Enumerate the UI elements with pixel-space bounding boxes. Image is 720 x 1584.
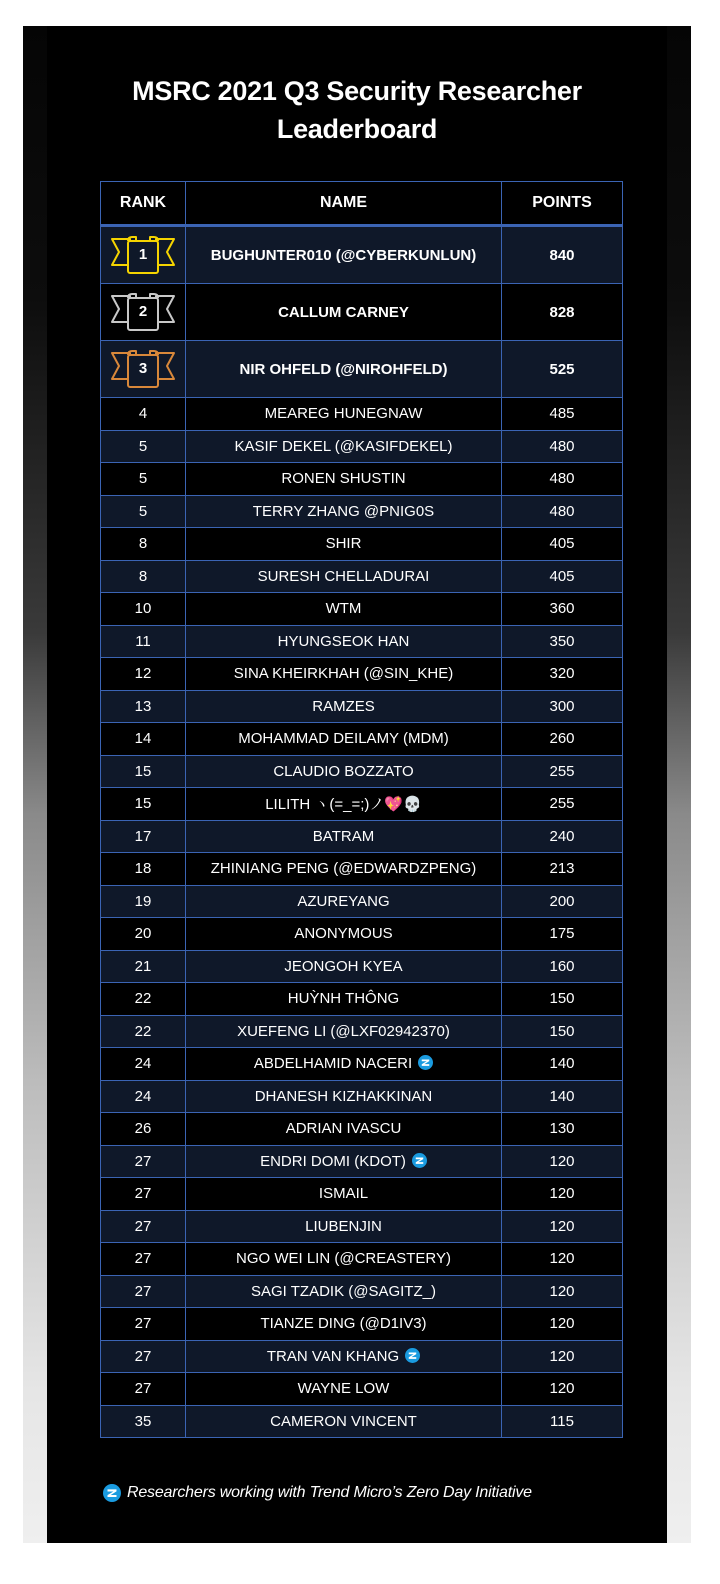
rank-cell: 27 bbox=[101, 1275, 186, 1308]
rank-number: 1 bbox=[138, 246, 148, 263]
researcher-name: ZHINIANG PENG (@EDWARDZPENG) bbox=[210, 860, 477, 878]
researcher-name: KASIF DEKEL (@KASIFDEKEL) bbox=[234, 437, 453, 455]
silver-ribbon-icon bbox=[108, 292, 178, 332]
name-cell bbox=[186, 950, 502, 983]
researcher-name: ANONYMOUS bbox=[294, 925, 393, 943]
researcher-name: HUỲNH THÔNG bbox=[287, 990, 400, 1008]
points-cell: 828 bbox=[502, 284, 623, 341]
bronze-ribbon-icon bbox=[108, 349, 178, 389]
rank-cell: 27 bbox=[101, 1243, 186, 1276]
name-cell bbox=[186, 1308, 502, 1341]
name-cell bbox=[186, 658, 502, 691]
table-row bbox=[101, 398, 623, 431]
name-cell bbox=[186, 1210, 502, 1243]
header-name: NAME bbox=[186, 182, 502, 226]
table-row bbox=[101, 593, 623, 626]
points-cell: 160 bbox=[502, 950, 623, 983]
table-row-podium bbox=[101, 341, 623, 398]
table-row bbox=[101, 528, 623, 561]
points-cell: 525 bbox=[502, 341, 623, 398]
points-cell: 140 bbox=[502, 1080, 623, 1113]
name-cell bbox=[186, 1340, 502, 1373]
researcher-name: HYUNGSEOK HAN bbox=[277, 632, 410, 650]
points-cell: 485 bbox=[502, 398, 623, 431]
table-header-row bbox=[101, 182, 623, 226]
rank-number: 2 bbox=[138, 303, 148, 320]
table-row bbox=[101, 723, 623, 756]
table-row bbox=[101, 495, 623, 528]
name-cell bbox=[186, 1048, 502, 1081]
name-cell bbox=[186, 463, 502, 496]
name-cell bbox=[186, 690, 502, 723]
rank-cell: 5 bbox=[101, 430, 186, 463]
rank-cell: 8 bbox=[101, 560, 186, 593]
name-cell bbox=[186, 1015, 502, 1048]
name-cell: NIR OHFELD (@NIROHFELD) bbox=[186, 341, 502, 398]
points-cell: 240 bbox=[502, 820, 623, 853]
rank-cell: 18 bbox=[101, 853, 186, 886]
gold-ribbon-icon bbox=[108, 235, 178, 275]
rank-cell: 5 bbox=[101, 495, 186, 528]
title-line-1: MSRC 2021 Q3 Security Researcher bbox=[132, 76, 582, 106]
name-cell bbox=[186, 398, 502, 431]
table-row bbox=[101, 690, 623, 723]
table-row bbox=[101, 853, 623, 886]
leaderboard-table bbox=[100, 181, 623, 1438]
rank-cell: 4 bbox=[101, 398, 186, 431]
researcher-name: WTM bbox=[325, 600, 362, 618]
table-row bbox=[101, 788, 623, 821]
name-cell bbox=[186, 755, 502, 788]
table-row bbox=[101, 1080, 623, 1113]
rank-cell: 27 bbox=[101, 1178, 186, 1211]
researcher-name: AZUREYANG bbox=[297, 892, 390, 910]
points-cell: 120 bbox=[502, 1210, 623, 1243]
table-row bbox=[101, 1015, 623, 1048]
table-row bbox=[101, 1373, 623, 1406]
researcher-name: DHANESH KIZHAKKINAN bbox=[254, 1087, 433, 1105]
points-cell: 405 bbox=[502, 560, 623, 593]
researcher-name: LIUBENJIN bbox=[305, 1217, 382, 1235]
name-cell bbox=[186, 1373, 502, 1406]
name-cell bbox=[186, 1178, 502, 1211]
name-cell bbox=[186, 1243, 502, 1276]
researcher-name: RAMZES bbox=[312, 697, 375, 715]
rank-cell: 24 bbox=[101, 1048, 186, 1081]
zdi-icon bbox=[418, 1055, 433, 1070]
researcher-name: SHIR bbox=[325, 535, 362, 553]
researcher-name: CAMERON VINCENT bbox=[270, 1412, 417, 1430]
rank-cell: 15 bbox=[101, 755, 186, 788]
rank-cell: 5 bbox=[101, 463, 186, 496]
table-row bbox=[101, 1243, 623, 1276]
points-cell: 115 bbox=[502, 1405, 623, 1438]
researcher-name: SINA KHEIRKHAH (@SIN_KHE) bbox=[233, 665, 454, 683]
points-cell: 200 bbox=[502, 885, 623, 918]
page-title bbox=[47, 72, 667, 148]
rank-cell: 26 bbox=[101, 1113, 186, 1146]
name-cell bbox=[186, 723, 502, 756]
researcher-name: ABDELHAMID NACERI bbox=[253, 1055, 413, 1073]
table-row bbox=[101, 1308, 623, 1341]
rank-cell bbox=[101, 284, 186, 341]
name-cell bbox=[186, 1145, 502, 1178]
rank-cell: 11 bbox=[101, 625, 186, 658]
zdi-icon bbox=[405, 1348, 420, 1363]
table-row bbox=[101, 560, 623, 593]
header-rank: RANK bbox=[101, 182, 186, 226]
name-cell bbox=[186, 495, 502, 528]
points-cell: 140 bbox=[502, 1048, 623, 1081]
points-cell: 480 bbox=[502, 495, 623, 528]
rank-cell: 27 bbox=[101, 1373, 186, 1406]
researcher-name: CLAUDIO BOZZATO bbox=[273, 762, 414, 780]
researcher-name: XUEFENG LI (@LXF02942370) bbox=[237, 1022, 450, 1040]
rank-cell: 19 bbox=[101, 885, 186, 918]
name-cell bbox=[186, 625, 502, 658]
researcher-name: NGO WEI LIN (@CREASTERY) bbox=[236, 1250, 451, 1268]
name-cell bbox=[186, 1405, 502, 1438]
name-cell bbox=[186, 1275, 502, 1308]
rank-cell: 27 bbox=[101, 1308, 186, 1341]
table-row bbox=[101, 430, 623, 463]
table-row bbox=[101, 1340, 623, 1373]
rank-cell: 8 bbox=[101, 528, 186, 561]
points-cell: 150 bbox=[502, 1015, 623, 1048]
rank-cell: 15 bbox=[101, 788, 186, 821]
rank-cell: 27 bbox=[101, 1145, 186, 1178]
name-cell bbox=[186, 1080, 502, 1113]
rank-cell: 14 bbox=[101, 723, 186, 756]
name-cell bbox=[186, 788, 502, 821]
points-cell: 840 bbox=[502, 226, 623, 284]
researcher-name: ENDRI DOMI (KDOT) bbox=[260, 1152, 406, 1170]
points-cell: 300 bbox=[502, 690, 623, 723]
points-cell: 405 bbox=[502, 528, 623, 561]
researcher-name: LILITH ヽ(=_=;)ノ💖💀 bbox=[265, 796, 422, 814]
table-row bbox=[101, 1113, 623, 1146]
points-cell: 255 bbox=[502, 755, 623, 788]
researcher-name: WAYNE LOW bbox=[297, 1380, 390, 1398]
table-row bbox=[101, 1405, 623, 1438]
points-cell: 120 bbox=[502, 1275, 623, 1308]
rank-cell bbox=[101, 226, 186, 284]
points-cell: 480 bbox=[502, 430, 623, 463]
table-row bbox=[101, 1210, 623, 1243]
table-row-podium bbox=[101, 284, 623, 341]
rank-cell bbox=[101, 341, 186, 398]
rank-cell: 35 bbox=[101, 1405, 186, 1438]
rank-cell: 22 bbox=[101, 983, 186, 1016]
researcher-name: ADRIAN IVASCU bbox=[285, 1120, 402, 1138]
name-cell bbox=[186, 430, 502, 463]
table-row bbox=[101, 1275, 623, 1308]
rank-cell: 21 bbox=[101, 950, 186, 983]
table-row bbox=[101, 918, 623, 951]
points-cell: 120 bbox=[502, 1243, 623, 1276]
researcher-name: JEONGOH KYEA bbox=[284, 957, 403, 975]
points-cell: 213 bbox=[502, 853, 623, 886]
points-cell: 120 bbox=[502, 1308, 623, 1341]
points-cell: 120 bbox=[502, 1178, 623, 1211]
rank-cell: 27 bbox=[101, 1340, 186, 1373]
researcher-name: MOHAMMAD DEILAMY (MDM) bbox=[238, 730, 449, 748]
points-cell: 260 bbox=[502, 723, 623, 756]
points-cell: 130 bbox=[502, 1113, 623, 1146]
rank-cell: 12 bbox=[101, 658, 186, 691]
points-cell: 175 bbox=[502, 918, 623, 951]
points-cell: 350 bbox=[502, 625, 623, 658]
name-cell: BUGHUNTER010 (@CYBERKUNLUN) bbox=[186, 226, 502, 284]
footer-text: Researchers working with Trend Micro’s Zero Day Initiative bbox=[127, 1484, 532, 1501]
table-row bbox=[101, 1145, 623, 1178]
name-cell bbox=[186, 983, 502, 1016]
table-row bbox=[101, 1048, 623, 1081]
rank-cell: 24 bbox=[101, 1080, 186, 1113]
rank-cell: 17 bbox=[101, 820, 186, 853]
header-points: POINTS bbox=[502, 182, 623, 226]
table-row bbox=[101, 658, 623, 691]
rank-cell: 27 bbox=[101, 1210, 186, 1243]
researcher-name: SURESH CHELLADURAI bbox=[257, 567, 430, 585]
points-cell: 360 bbox=[502, 593, 623, 626]
table-row bbox=[101, 983, 623, 1016]
researcher-name: ISMAIL bbox=[318, 1185, 369, 1203]
points-cell: 120 bbox=[502, 1340, 623, 1373]
name-cell bbox=[186, 560, 502, 593]
table-row bbox=[101, 950, 623, 983]
points-cell: 120 bbox=[502, 1373, 623, 1406]
table-row bbox=[101, 755, 623, 788]
table-row bbox=[101, 625, 623, 658]
zdi-icon bbox=[103, 1484, 121, 1502]
table-row bbox=[101, 820, 623, 853]
points-cell: 120 bbox=[502, 1145, 623, 1178]
researcher-name: BATRAM bbox=[312, 827, 375, 845]
rank-cell: 13 bbox=[101, 690, 186, 723]
name-cell bbox=[186, 593, 502, 626]
zdi-icon bbox=[412, 1153, 427, 1168]
researcher-name: TIANZE DING (@D1IV3) bbox=[260, 1315, 427, 1333]
researcher-name: SAGI TZADIK (@SAGITZ_) bbox=[251, 1282, 436, 1300]
rank-cell: 10 bbox=[101, 593, 186, 626]
name-cell bbox=[186, 918, 502, 951]
name-cell bbox=[186, 528, 502, 561]
name-cell bbox=[186, 820, 502, 853]
points-cell: 150 bbox=[502, 983, 623, 1016]
table-row bbox=[101, 1178, 623, 1211]
footer-note bbox=[103, 1484, 532, 1502]
rank-cell: 22 bbox=[101, 1015, 186, 1048]
table-row bbox=[101, 885, 623, 918]
name-cell bbox=[186, 853, 502, 886]
table-row bbox=[101, 463, 623, 496]
name-cell bbox=[186, 885, 502, 918]
researcher-name: RONEN SHUSTIN bbox=[281, 470, 406, 488]
rank-cell: 20 bbox=[101, 918, 186, 951]
rank-number: 3 bbox=[138, 360, 148, 377]
points-cell: 480 bbox=[502, 463, 623, 496]
researcher-name: TRAN VAN KHANG bbox=[266, 1347, 400, 1365]
points-cell: 255 bbox=[502, 788, 623, 821]
table-row-podium bbox=[101, 226, 623, 284]
points-cell: 320 bbox=[502, 658, 623, 691]
name-cell: CALLUM CARNEY bbox=[186, 284, 502, 341]
title-line-2: Leaderboard bbox=[276, 114, 438, 144]
researcher-name: TERRY ZHANG @PNIG0S bbox=[252, 502, 435, 520]
researcher-name: MEAREG HUNEGNAW bbox=[264, 405, 423, 423]
name-cell bbox=[186, 1113, 502, 1146]
